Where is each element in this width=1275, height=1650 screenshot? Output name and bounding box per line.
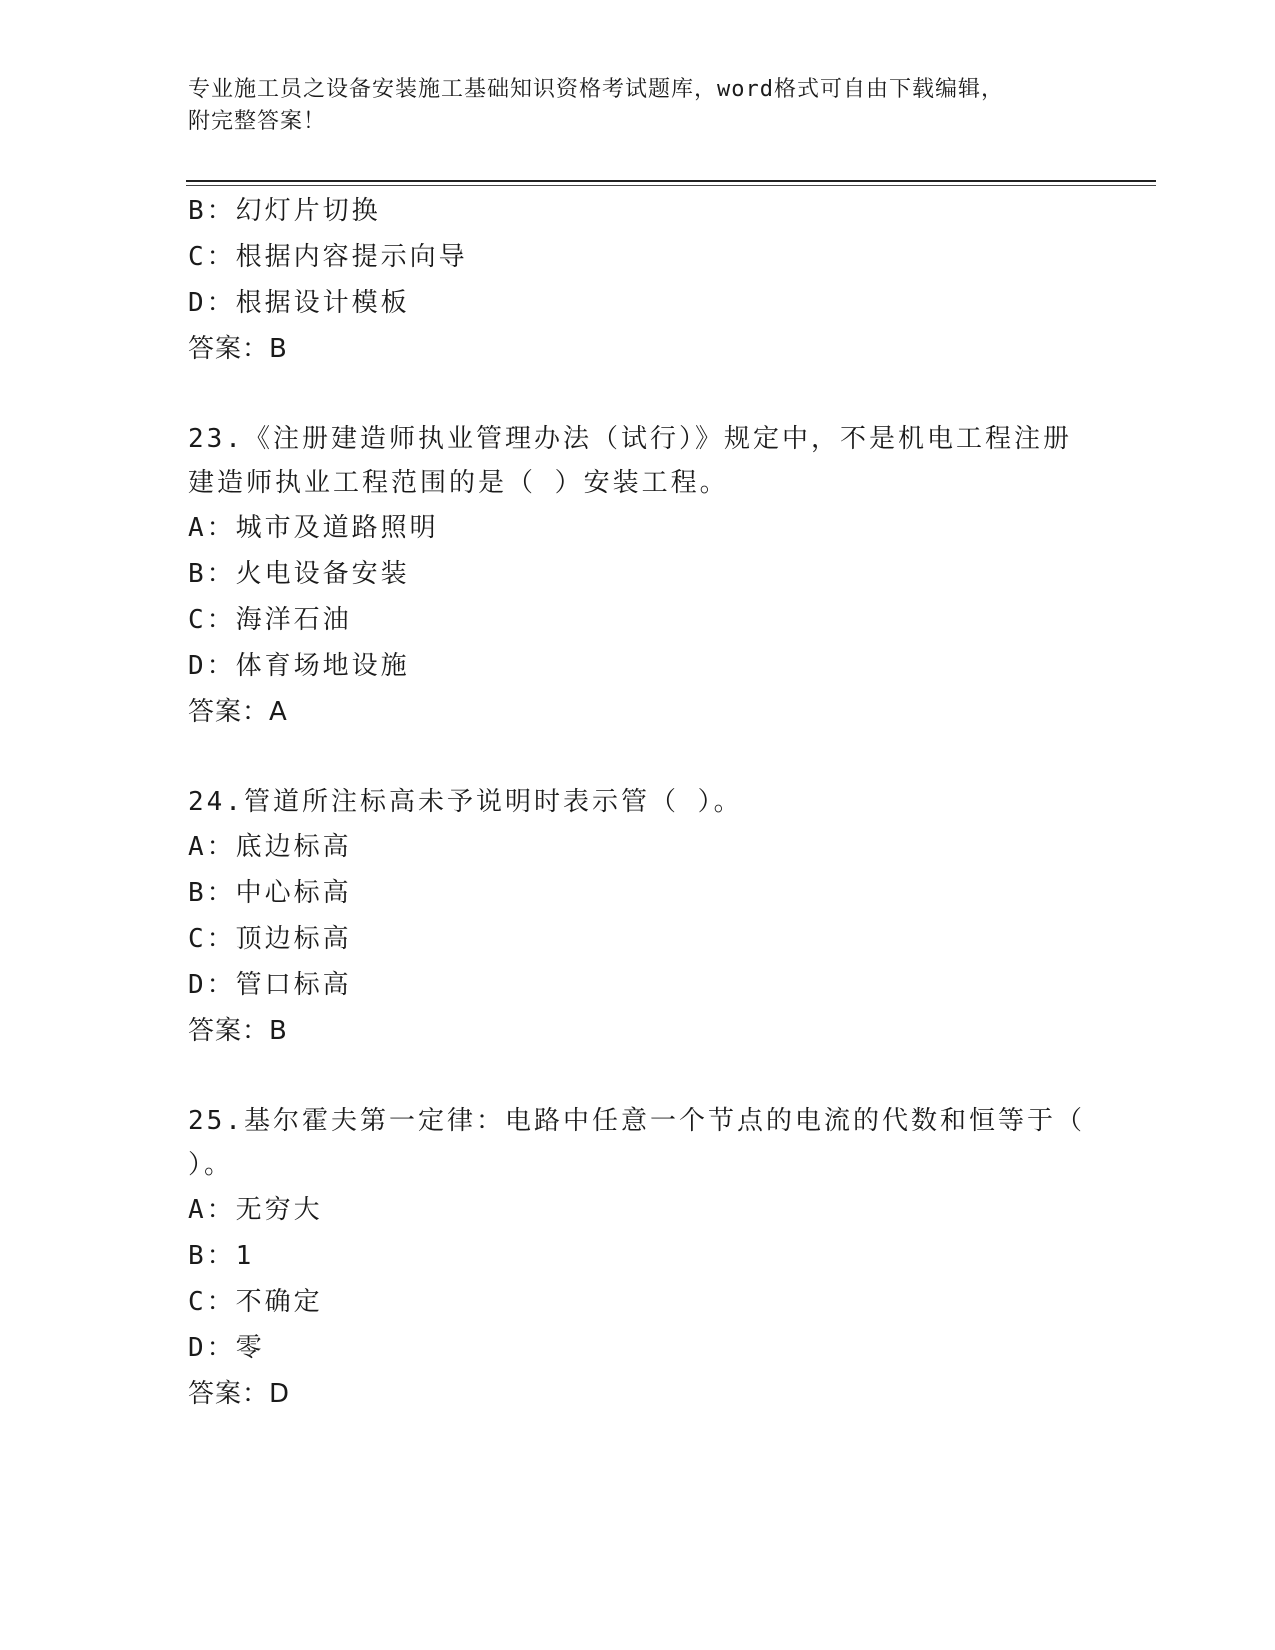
question-22-option-b: B：幻灯片切换 xyxy=(188,196,381,226)
question-22-option-c: C：根据内容提示向导 xyxy=(188,242,468,272)
question-23-option-a: A：城市及道路照明 xyxy=(188,513,439,543)
question-23-stem-line-2: 建造师执业工程范围的是（ ）安装工程。 xyxy=(188,468,729,498)
question-22-option-d: D：根据设计模板 xyxy=(188,288,410,318)
question-25-option-c: C：不确定 xyxy=(188,1287,323,1317)
question-24-option-b: B：中心标高 xyxy=(188,878,352,908)
question-25-option-b: B：1 xyxy=(188,1241,255,1271)
question-24-option-d: D：管口标高 xyxy=(188,970,352,1000)
question-list xyxy=(188,188,1088,1417)
question-24-option-a: A：底边标高 xyxy=(188,832,352,862)
question-24-answer: 答案：B xyxy=(188,1016,288,1046)
question-25-option-d: D：零 xyxy=(188,1333,265,1363)
question-spacer xyxy=(188,1054,1088,1099)
question-24 xyxy=(188,780,1088,1054)
question-25-answer: 答案：D xyxy=(188,1379,291,1409)
question-23 xyxy=(188,417,1088,735)
question-spacer xyxy=(188,372,1088,417)
header-divider-thin xyxy=(186,185,1156,186)
question-25 xyxy=(188,1099,1088,1417)
question-spacer xyxy=(188,735,1088,780)
header-title-line-1: 专业施工员之设备安装施工基础知识资格考试题库，word格式可自由下载编辑， xyxy=(188,77,1004,102)
question-23-option-c: C：海洋石油 xyxy=(188,605,352,635)
question-22-answer: 答案：B xyxy=(188,334,288,364)
question-24-stem-line-1: 24.管道所注标高未予说明时表示管（ ）。 xyxy=(188,787,743,817)
header-divider-thick xyxy=(186,180,1156,182)
question-24-option-c: C：顶边标高 xyxy=(188,924,352,954)
question-23-option-b: B：火电设备安装 xyxy=(188,559,410,589)
question-25-option-a: A：无穷大 xyxy=(188,1195,323,1225)
document-header xyxy=(188,74,1088,138)
header-title-line-2: 附完整答案！ xyxy=(188,109,327,134)
question-23-stem-line-1: 23.《注册建造师执业管理办法（试行）》规定中，不是机电工程注册 xyxy=(188,424,1072,454)
question-23-option-d: D：体育场地设施 xyxy=(188,651,410,681)
question-22 xyxy=(188,188,1088,372)
question-25-stem-line-1: 25.基尔霍夫第一定律：电路中任意一个节点的电流的代数和恒等于（ xyxy=(188,1106,1085,1136)
question-23-answer: 答案：A xyxy=(188,697,288,727)
question-25-stem-line-2: ）。 xyxy=(188,1150,234,1180)
